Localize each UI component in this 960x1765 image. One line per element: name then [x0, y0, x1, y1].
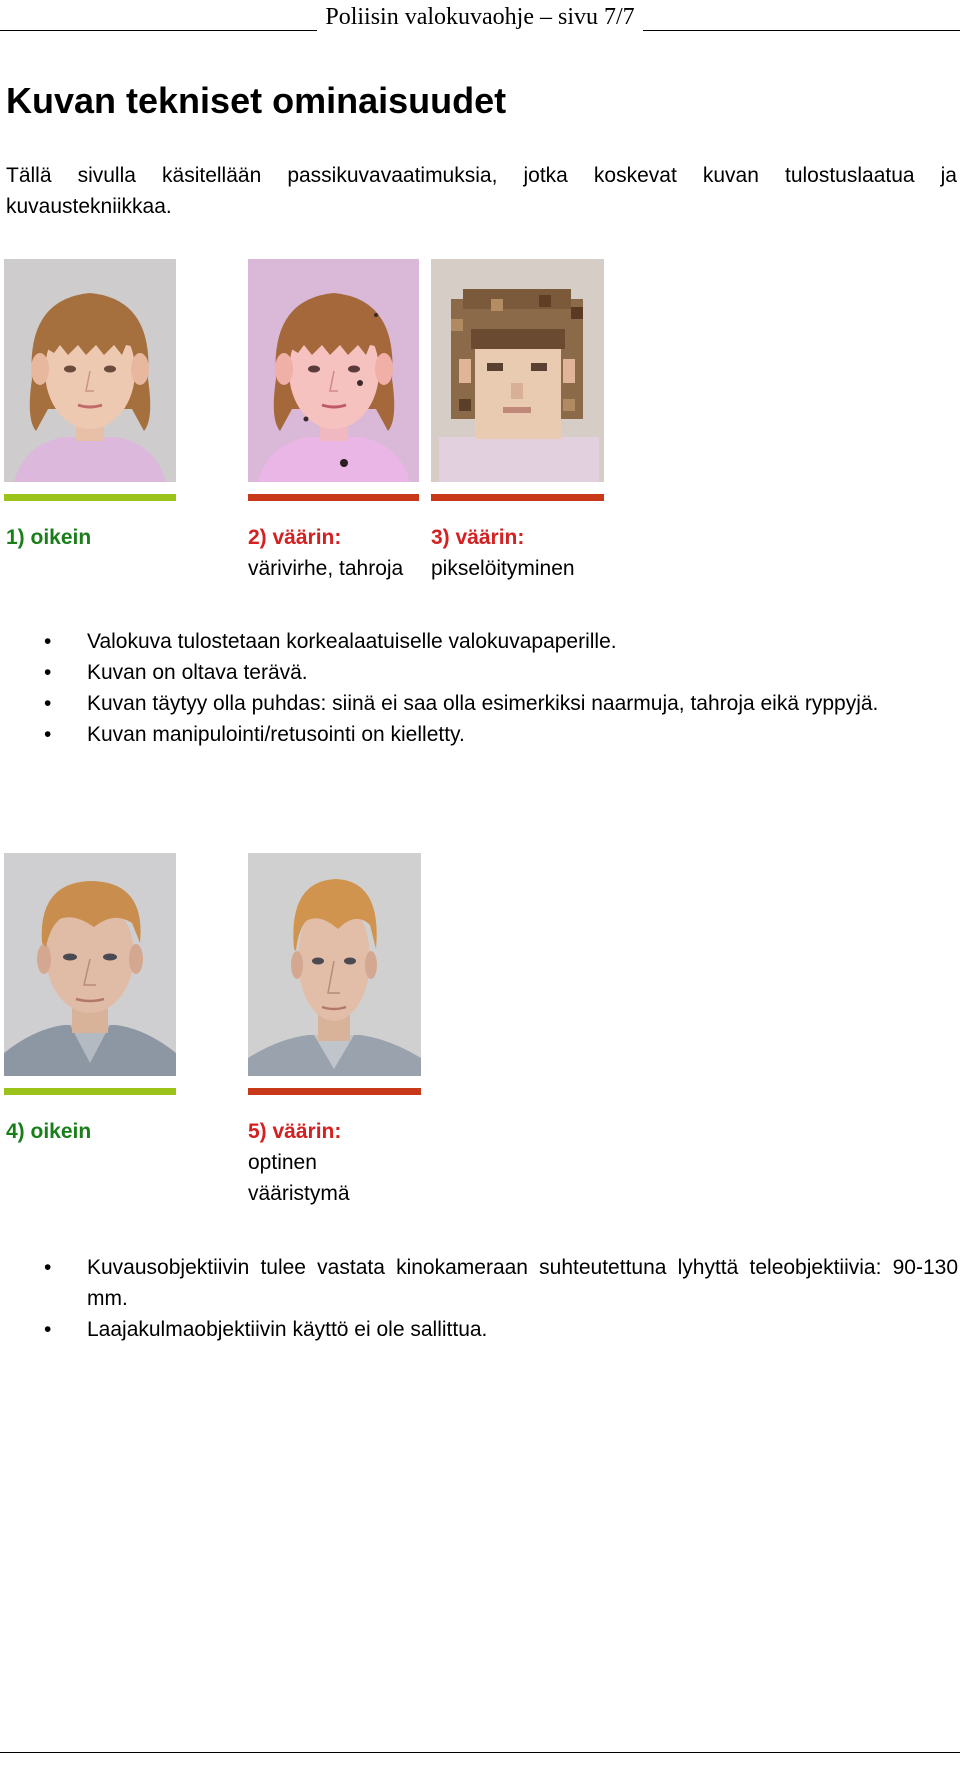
- status-bar-wrong: [248, 1088, 421, 1095]
- header-rule-right: [643, 12, 960, 31]
- list-item: • Kuvan manipulointi/retusointi on kielletty.: [0, 719, 958, 750]
- list-item: • Kuvan on oltava terävä.: [0, 657, 958, 688]
- caption-desc: optinen vääristymä: [248, 1151, 350, 1205]
- list-item: • Kuvan täytyy olla puhdas: siinä ei saa olla esimerkiksi naarmuja, tahroja eikä ryppyjä.: [0, 688, 958, 719]
- header-rule-left: [0, 12, 317, 31]
- status-bar-wrong: [431, 494, 604, 501]
- list-item: • Kuvausobjektiivin tulee vastata kinokameraan suhteutettuna lyhyttä teleobjektiivia: 90-130 mm.: [0, 1252, 958, 1314]
- caption-title: 4) oikein: [6, 1120, 92, 1143]
- intro-paragraph: Tällä sivulla käsitellään passikuvavaatimuksia, jotka koskevat kuvan tulostuslaatua ja kuvaustekniikkaa.: [6, 164, 957, 218]
- page-title: Kuvan tekniset ominaisuudet: [6, 80, 507, 121]
- caption-title: 1) oikein: [6, 526, 92, 549]
- caption-3: [431, 522, 671, 584]
- caption-title: 5) väärin:: [248, 1120, 342, 1143]
- caption-4: [6, 1116, 236, 1147]
- photo-man-distorted: [248, 853, 421, 1076]
- header-text: Poliisin valokuvaohje – sivu 7/7: [325, 4, 635, 30]
- caption-title: 2) väärin:: [248, 526, 342, 549]
- photo-man-correct: [4, 853, 176, 1076]
- status-bar-wrong: [248, 494, 419, 501]
- footer-rule: [0, 1752, 960, 1753]
- list-item: • Valokuva tulostetaan korkealaatuiselle valokuvapaperille.: [0, 626, 958, 657]
- caption-title: 3) väärin:: [431, 526, 525, 549]
- photo-girl-correct: [4, 259, 176, 482]
- photo-girl-color-error: [248, 259, 419, 482]
- caption-2: [248, 522, 428, 584]
- caption-5: [248, 1116, 368, 1209]
- status-bar-correct: [4, 1088, 176, 1095]
- lens-requirements-list: [0, 1252, 958, 1345]
- caption-1: [6, 522, 236, 553]
- caption-desc: pikselöityminen: [431, 557, 575, 580]
- status-bar-correct: [4, 494, 176, 501]
- caption-desc: värivirhe, tahroja: [248, 557, 404, 580]
- page-header: [0, 4, 960, 31]
- requirements-list: [0, 626, 958, 750]
- photo-girl-pixelated: [431, 259, 604, 482]
- list-item: • Laajakulmaobjektiivin käyttö ei ole sallittua.: [0, 1314, 958, 1345]
